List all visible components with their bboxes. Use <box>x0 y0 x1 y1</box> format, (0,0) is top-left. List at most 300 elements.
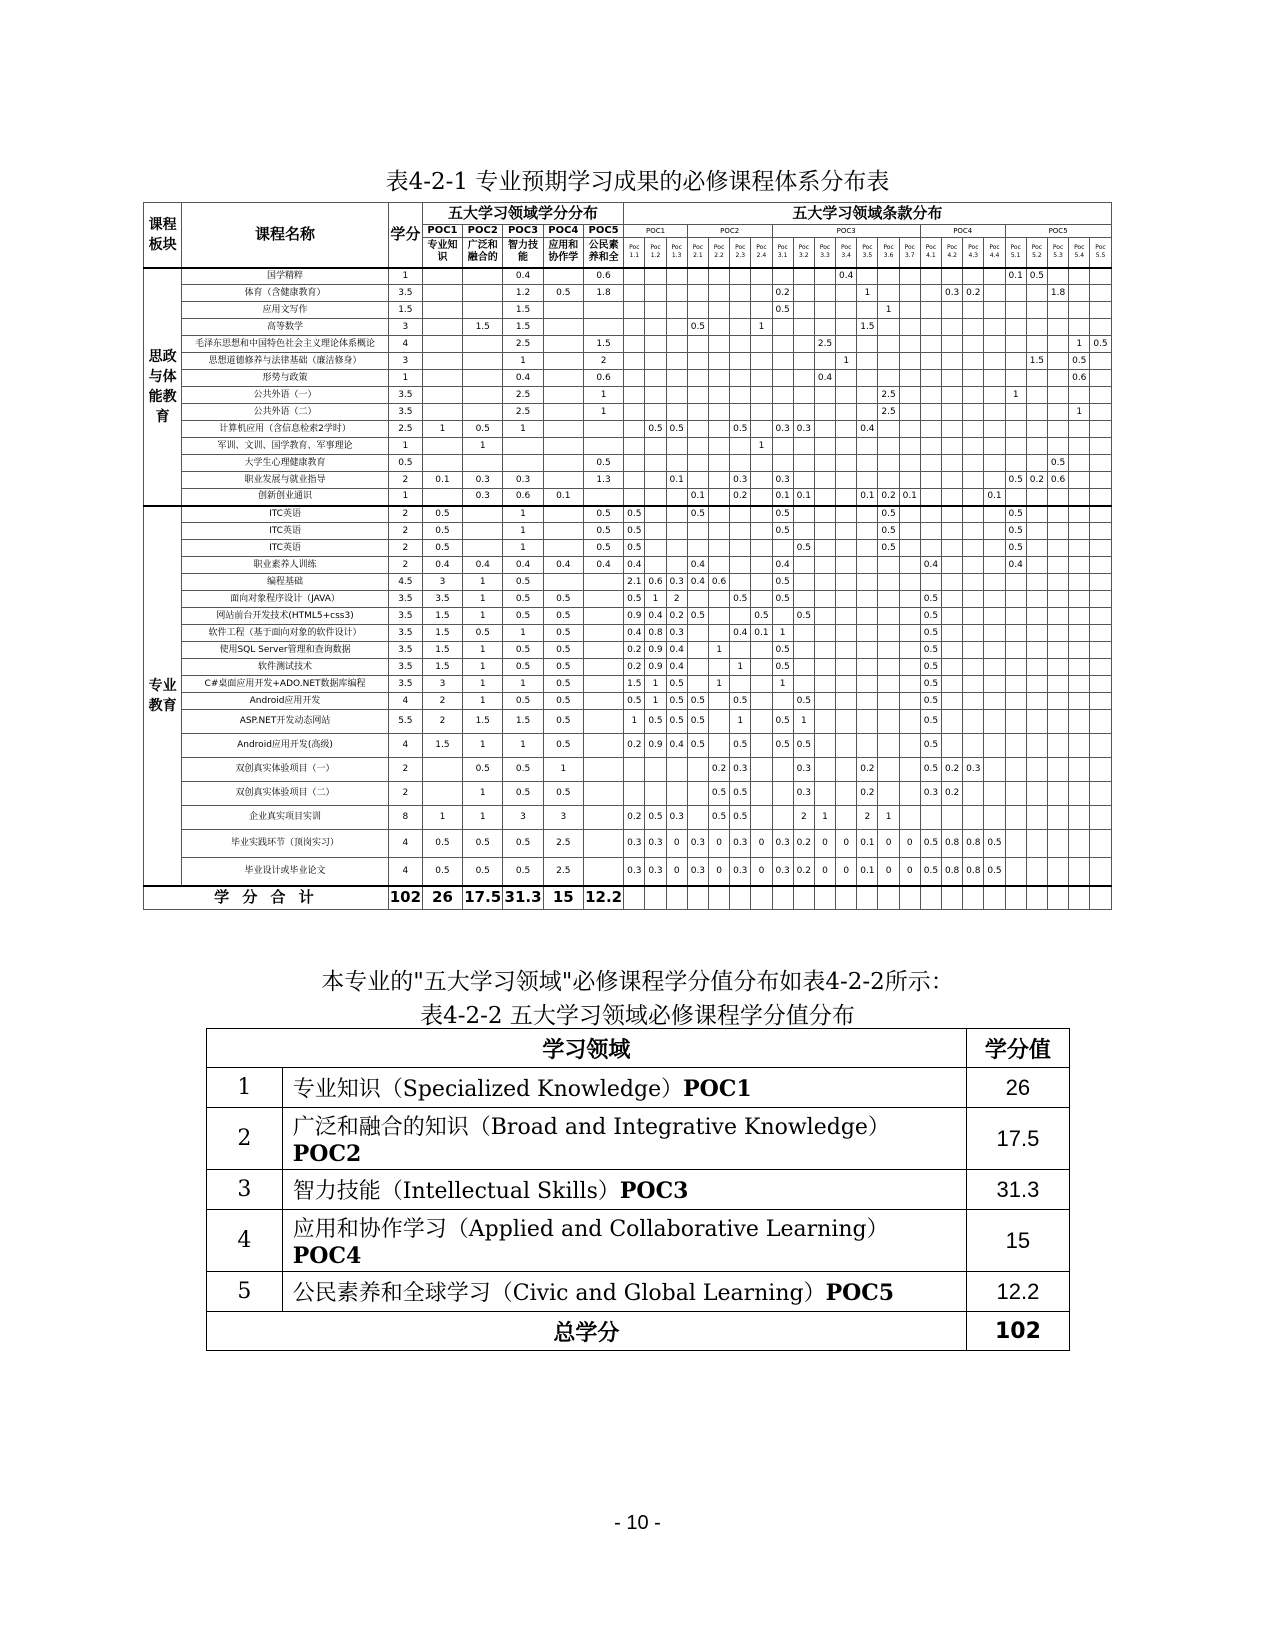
poc-item <box>1069 268 1090 285</box>
poc-item <box>942 387 963 404</box>
poc-item: 1 <box>814 806 835 830</box>
table-row <box>144 353 1112 370</box>
poc-item <box>814 693 835 710</box>
poc-item <box>942 404 963 421</box>
header-poc: POC3 <box>503 225 543 238</box>
poc-credit <box>543 353 583 370</box>
course-credit: 4 <box>388 336 422 353</box>
table-row <box>144 387 1112 404</box>
course-name: ITC英语 <box>182 506 389 523</box>
poc-item <box>1069 472 1090 489</box>
poc-credit <box>503 438 543 455</box>
total-empty <box>772 886 793 910</box>
poc-item: 0.2 <box>857 758 878 782</box>
domain-label: 智力技能（Intellectual Skills） <box>292 1179 620 1204</box>
poc-item <box>1047 506 1068 523</box>
poc-item <box>793 319 814 336</box>
poc-item <box>984 806 1005 830</box>
table-row <box>144 557 1112 574</box>
poc-item <box>878 608 899 625</box>
poc-item: 0.1 <box>984 489 1005 506</box>
poc-credit: 0.5 <box>503 659 543 676</box>
poc-item: 0.5 <box>1047 455 1068 472</box>
poc-item <box>793 642 814 659</box>
poc-item <box>920 404 941 421</box>
poc-item <box>899 642 920 659</box>
poc-item <box>1069 455 1090 472</box>
poc-item <box>730 506 751 523</box>
poc-item <box>836 421 857 438</box>
poc-item: 0.2 <box>730 489 751 506</box>
poc-item <box>814 523 835 540</box>
poc-item <box>984 540 1005 557</box>
poc-item: 0.5 <box>772 734 793 758</box>
poc-item <box>1047 758 1068 782</box>
poc-item <box>984 268 1005 285</box>
poc-item <box>708 404 729 421</box>
course-credit: 3.5 <box>388 591 422 608</box>
poc-item <box>730 387 751 404</box>
poc-item <box>984 782 1005 806</box>
poc-item <box>666 387 687 404</box>
table-row <box>144 574 1112 591</box>
total-empty <box>645 886 666 910</box>
poc-item <box>942 574 963 591</box>
course-name: 毕业实践环节（顶岗实习） <box>182 830 389 858</box>
poc-item: 0.5 <box>751 608 772 625</box>
poc-item <box>687 421 708 438</box>
poc-item: 1 <box>624 710 645 734</box>
poc-item: 0.5 <box>920 710 941 734</box>
poc-item <box>645 336 666 353</box>
poc-item <box>751 421 772 438</box>
poc-item <box>730 608 751 625</box>
poc-credit <box>543 404 583 421</box>
poc-item <box>624 455 645 472</box>
course-credit: 4 <box>388 693 422 710</box>
total-empty <box>730 886 751 910</box>
poc-item: 0.3 <box>666 806 687 830</box>
poc-credit: 0.5 <box>543 642 583 659</box>
poc-item <box>1026 806 1047 830</box>
poc-credit: 1 <box>583 404 623 421</box>
poc-credit: 2 <box>422 710 462 734</box>
poc-credit: 2.5 <box>503 404 543 421</box>
course-credit: 3 <box>388 319 422 336</box>
poc-item <box>836 523 857 540</box>
poc-credit: 2 <box>583 353 623 370</box>
poc-item <box>687 268 708 285</box>
total-label: 学 分 合 计 <box>144 886 389 910</box>
course-name: 毕业设计或毕业论文 <box>182 858 389 886</box>
table-row <box>144 806 1112 830</box>
poc-item <box>730 353 751 370</box>
poc-item <box>814 625 835 642</box>
poc-item: 0.2 <box>942 782 963 806</box>
poc-credit: 0.5 <box>422 830 462 858</box>
course-name: 应用文写作 <box>182 302 389 319</box>
poc-item: 0.3 <box>666 574 687 591</box>
poc-item <box>1047 336 1068 353</box>
poc-item <box>751 523 772 540</box>
total-poc: 31.3 <box>503 886 543 910</box>
poc-item: 0.4 <box>730 625 751 642</box>
poc-item: 0.1 <box>899 489 920 506</box>
table-row <box>144 455 1112 472</box>
header-sub: Poc 1.3 <box>666 238 687 268</box>
poc-item: 0.6 <box>1069 370 1090 387</box>
header-sub: Poc 1.2 <box>645 238 666 268</box>
table-row <box>144 734 1112 758</box>
poc-item <box>899 336 920 353</box>
poc-item <box>1026 574 1047 591</box>
course-credit: 2 <box>388 523 422 540</box>
poc-item <box>836 336 857 353</box>
table-row <box>144 782 1112 806</box>
poc-credit <box>463 387 503 404</box>
poc-item: 0.5 <box>730 421 751 438</box>
poc-item <box>920 302 941 319</box>
poc-credit: 3 <box>422 574 462 591</box>
poc-item <box>942 336 963 353</box>
poc-item <box>1069 319 1090 336</box>
poc-item <box>984 438 1005 455</box>
poc-item <box>624 336 645 353</box>
poc-item <box>878 734 899 758</box>
poc-item <box>857 591 878 608</box>
poc-item <box>1090 830 1111 858</box>
poc-item <box>1005 625 1026 642</box>
poc-credit <box>583 302 623 319</box>
domain-value: 17.5 <box>966 1108 1069 1170</box>
poc-item <box>1005 404 1026 421</box>
poc-credit: 1.5 <box>463 319 503 336</box>
poc-item <box>1026 540 1047 557</box>
poc-credit: 1 <box>583 387 623 404</box>
poc-item <box>730 370 751 387</box>
poc-item: 0.5 <box>708 806 729 830</box>
poc-item: 0.3 <box>730 830 751 858</box>
poc-item <box>836 758 857 782</box>
domain-name <box>282 1108 966 1170</box>
course-name: ASP.NET开发动态网站 <box>182 710 389 734</box>
poc-credit: 1 <box>503 506 543 523</box>
poc-item: 0.3 <box>645 858 666 886</box>
poc-item <box>1005 676 1026 693</box>
poc-item <box>751 642 772 659</box>
poc-item <box>793 591 814 608</box>
header-domain-item: 五大学习领域条款分布 <box>624 203 1111 225</box>
poc-credit <box>543 574 583 591</box>
poc-item <box>920 523 941 540</box>
poc-item <box>1090 302 1111 319</box>
poc-item: 1 <box>708 642 729 659</box>
poc-item <box>624 489 645 506</box>
table-row <box>144 404 1112 421</box>
poc-credit: 0.5 <box>583 455 623 472</box>
poc-item <box>666 302 687 319</box>
domain-value: 12.2 <box>966 1272 1069 1312</box>
poc-item <box>836 676 857 693</box>
poc-credit: 1 <box>463 806 503 830</box>
poc-item <box>1090 540 1111 557</box>
course-credit: 8 <box>388 806 422 830</box>
table-row <box>144 608 1112 625</box>
domain-code: POC1 <box>683 1076 752 1102</box>
poc-item <box>963 710 984 734</box>
header-sub: Poc 3.5 <box>857 238 878 268</box>
poc-item <box>857 625 878 642</box>
poc-item: 0.5 <box>624 540 645 557</box>
poc-credit <box>463 506 503 523</box>
poc-credit <box>583 806 623 830</box>
poc-credit: 0.1 <box>422 472 462 489</box>
poc-item <box>1090 438 1111 455</box>
poc-item <box>984 455 1005 472</box>
poc-item <box>1005 782 1026 806</box>
poc-credit <box>422 268 462 285</box>
poc-item <box>772 387 793 404</box>
poc-item <box>814 285 835 302</box>
total-credit: 102 <box>388 886 422 910</box>
poc-item <box>899 693 920 710</box>
poc-item: 0.1 <box>772 489 793 506</box>
poc-item <box>624 319 645 336</box>
poc-item: 0.5 <box>920 659 941 676</box>
poc-item <box>1090 642 1111 659</box>
course-name: Android应用开发 <box>182 693 389 710</box>
poc-credit <box>503 455 543 472</box>
poc-item <box>793 285 814 302</box>
poc-credit <box>583 574 623 591</box>
poc-credit <box>583 319 623 336</box>
header-sub: Poc 5.1 <box>1005 238 1026 268</box>
poc-credit: 3.5 <box>422 591 462 608</box>
poc-item <box>836 404 857 421</box>
poc-item <box>645 523 666 540</box>
poc-item: 0.5 <box>1005 540 1026 557</box>
poc-item <box>942 319 963 336</box>
poc-item <box>708 659 729 676</box>
poc-item <box>836 506 857 523</box>
poc-item: 1 <box>772 676 793 693</box>
poc-item <box>666 353 687 370</box>
poc-credit: 0.5 <box>543 659 583 676</box>
poc-item <box>899 455 920 472</box>
course-credit: 2 <box>388 782 422 806</box>
header-poc-desc: 应用和协作学 <box>543 238 583 268</box>
poc-item <box>836 806 857 830</box>
poc-credit <box>583 642 623 659</box>
poc-item: 0.3 <box>772 830 793 858</box>
poc-item <box>920 353 941 370</box>
poc-item <box>814 659 835 676</box>
course-credit: 4.5 <box>388 574 422 591</box>
course-credit: 4 <box>388 734 422 758</box>
poc-item <box>920 506 941 523</box>
domain-credit-table <box>206 1028 1070 1351</box>
poc-item: 0.4 <box>857 421 878 438</box>
poc-item <box>793 404 814 421</box>
course-credit: 3.5 <box>388 659 422 676</box>
poc-item <box>899 268 920 285</box>
poc-credit: 1.5 <box>422 642 462 659</box>
poc-item <box>899 782 920 806</box>
poc-item <box>942 625 963 642</box>
poc-item <box>1026 591 1047 608</box>
poc-credit <box>583 693 623 710</box>
poc-item <box>1090 523 1111 540</box>
poc-credit <box>583 591 623 608</box>
poc-item <box>793 268 814 285</box>
poc-item <box>857 710 878 734</box>
poc-item <box>1026 659 1047 676</box>
poc-item <box>1047 370 1068 387</box>
poc-credit <box>422 336 462 353</box>
course-name: ITC英语 <box>182 540 389 557</box>
total-empty <box>1026 886 1047 910</box>
poc-item <box>730 523 751 540</box>
poc-item <box>1047 591 1068 608</box>
table-row <box>144 268 1112 285</box>
table-row <box>207 1210 1070 1272</box>
course-credit: 1 <box>388 370 422 387</box>
poc-item <box>772 370 793 387</box>
poc-credit: 0.5 <box>543 710 583 734</box>
poc-item <box>942 455 963 472</box>
poc-item <box>624 758 645 782</box>
poc-item <box>793 676 814 693</box>
poc-item <box>1005 438 1026 455</box>
poc-credit: 0.5 <box>543 591 583 608</box>
table-row <box>144 591 1112 608</box>
poc-credit <box>543 455 583 472</box>
poc-item <box>836 782 857 806</box>
poc-credit: 0.5 <box>422 523 462 540</box>
poc-item <box>920 285 941 302</box>
poc-item: 0.5 <box>793 608 814 625</box>
poc-item: 0.5 <box>666 710 687 734</box>
poc-credit: 3 <box>543 806 583 830</box>
poc-item <box>899 734 920 758</box>
poc-item <box>857 608 878 625</box>
poc-item <box>666 758 687 782</box>
poc-item: 1 <box>1069 336 1090 353</box>
poc-item: 0.5 <box>920 734 941 758</box>
poc-item <box>920 455 941 472</box>
poc-item: 2 <box>666 591 687 608</box>
poc-item <box>751 557 772 574</box>
poc-item <box>666 336 687 353</box>
poc-item: 0.4 <box>836 268 857 285</box>
table-row <box>144 302 1112 319</box>
poc-item <box>963 608 984 625</box>
poc-item <box>836 319 857 336</box>
poc-item <box>857 540 878 557</box>
poc-item: 0.2 <box>666 608 687 625</box>
poc-item: 0.1 <box>687 489 708 506</box>
table-row <box>144 858 1112 886</box>
header-group: POC4 <box>920 225 1005 238</box>
poc-item <box>814 268 835 285</box>
poc-item <box>899 421 920 438</box>
poc-credit <box>543 319 583 336</box>
poc-item <box>1026 557 1047 574</box>
course-credit: 3.5 <box>388 625 422 642</box>
poc-credit <box>463 336 503 353</box>
poc-item <box>793 472 814 489</box>
poc-item <box>984 472 1005 489</box>
poc-item: 0.5 <box>687 319 708 336</box>
poc-item <box>899 319 920 336</box>
poc-credit: 0.5 <box>583 540 623 557</box>
poc-item <box>1005 830 1026 858</box>
poc-item <box>1069 858 1090 886</box>
poc-item: 0.2 <box>878 489 899 506</box>
poc-item <box>878 438 899 455</box>
poc-item <box>687 676 708 693</box>
poc-item <box>1069 540 1090 557</box>
poc-credit <box>463 404 503 421</box>
poc-item: 0.2 <box>793 830 814 858</box>
poc-item <box>814 489 835 506</box>
poc-item: 1 <box>793 710 814 734</box>
poc-item: 1 <box>645 676 666 693</box>
poc-item: 1 <box>836 353 857 370</box>
poc-item <box>1047 574 1068 591</box>
poc-item <box>1047 540 1068 557</box>
poc-item <box>857 387 878 404</box>
poc-item: 0.5 <box>624 523 645 540</box>
poc-credit: 0.6 <box>583 268 623 285</box>
poc-credit: 0.1 <box>543 489 583 506</box>
poc-item <box>1026 625 1047 642</box>
poc-item <box>878 421 899 438</box>
poc-item <box>751 302 772 319</box>
poc-item <box>1069 489 1090 506</box>
poc-item <box>984 693 1005 710</box>
poc-item <box>878 642 899 659</box>
poc-item: 0.5 <box>730 693 751 710</box>
poc-item <box>708 353 729 370</box>
poc-item <box>1026 506 1047 523</box>
poc-item <box>920 319 941 336</box>
poc-item <box>814 540 835 557</box>
poc-item: 0.5 <box>793 693 814 710</box>
table-row <box>144 336 1112 353</box>
poc-item <box>942 710 963 734</box>
poc-item: 0.3 <box>730 472 751 489</box>
poc-item: 1 <box>1069 404 1090 421</box>
course-credit: 4 <box>388 830 422 858</box>
total-value: 102 <box>966 1312 1069 1351</box>
table-row <box>144 830 1112 858</box>
course-name: 思想道德修养与法律基础（廉洁修身） <box>182 353 389 370</box>
poc-item <box>1026 758 1047 782</box>
poc-item <box>878 758 899 782</box>
poc-item <box>920 806 941 830</box>
poc-item <box>708 523 729 540</box>
poc-item: 0.5 <box>920 591 941 608</box>
poc-item: 0.5 <box>984 830 1005 858</box>
poc-item <box>645 557 666 574</box>
poc-item <box>1069 523 1090 540</box>
poc-item <box>645 353 666 370</box>
poc-item: 0.5 <box>730 806 751 830</box>
header-credit: 学分 <box>388 203 422 268</box>
poc-item <box>984 302 1005 319</box>
poc-item <box>687 438 708 455</box>
